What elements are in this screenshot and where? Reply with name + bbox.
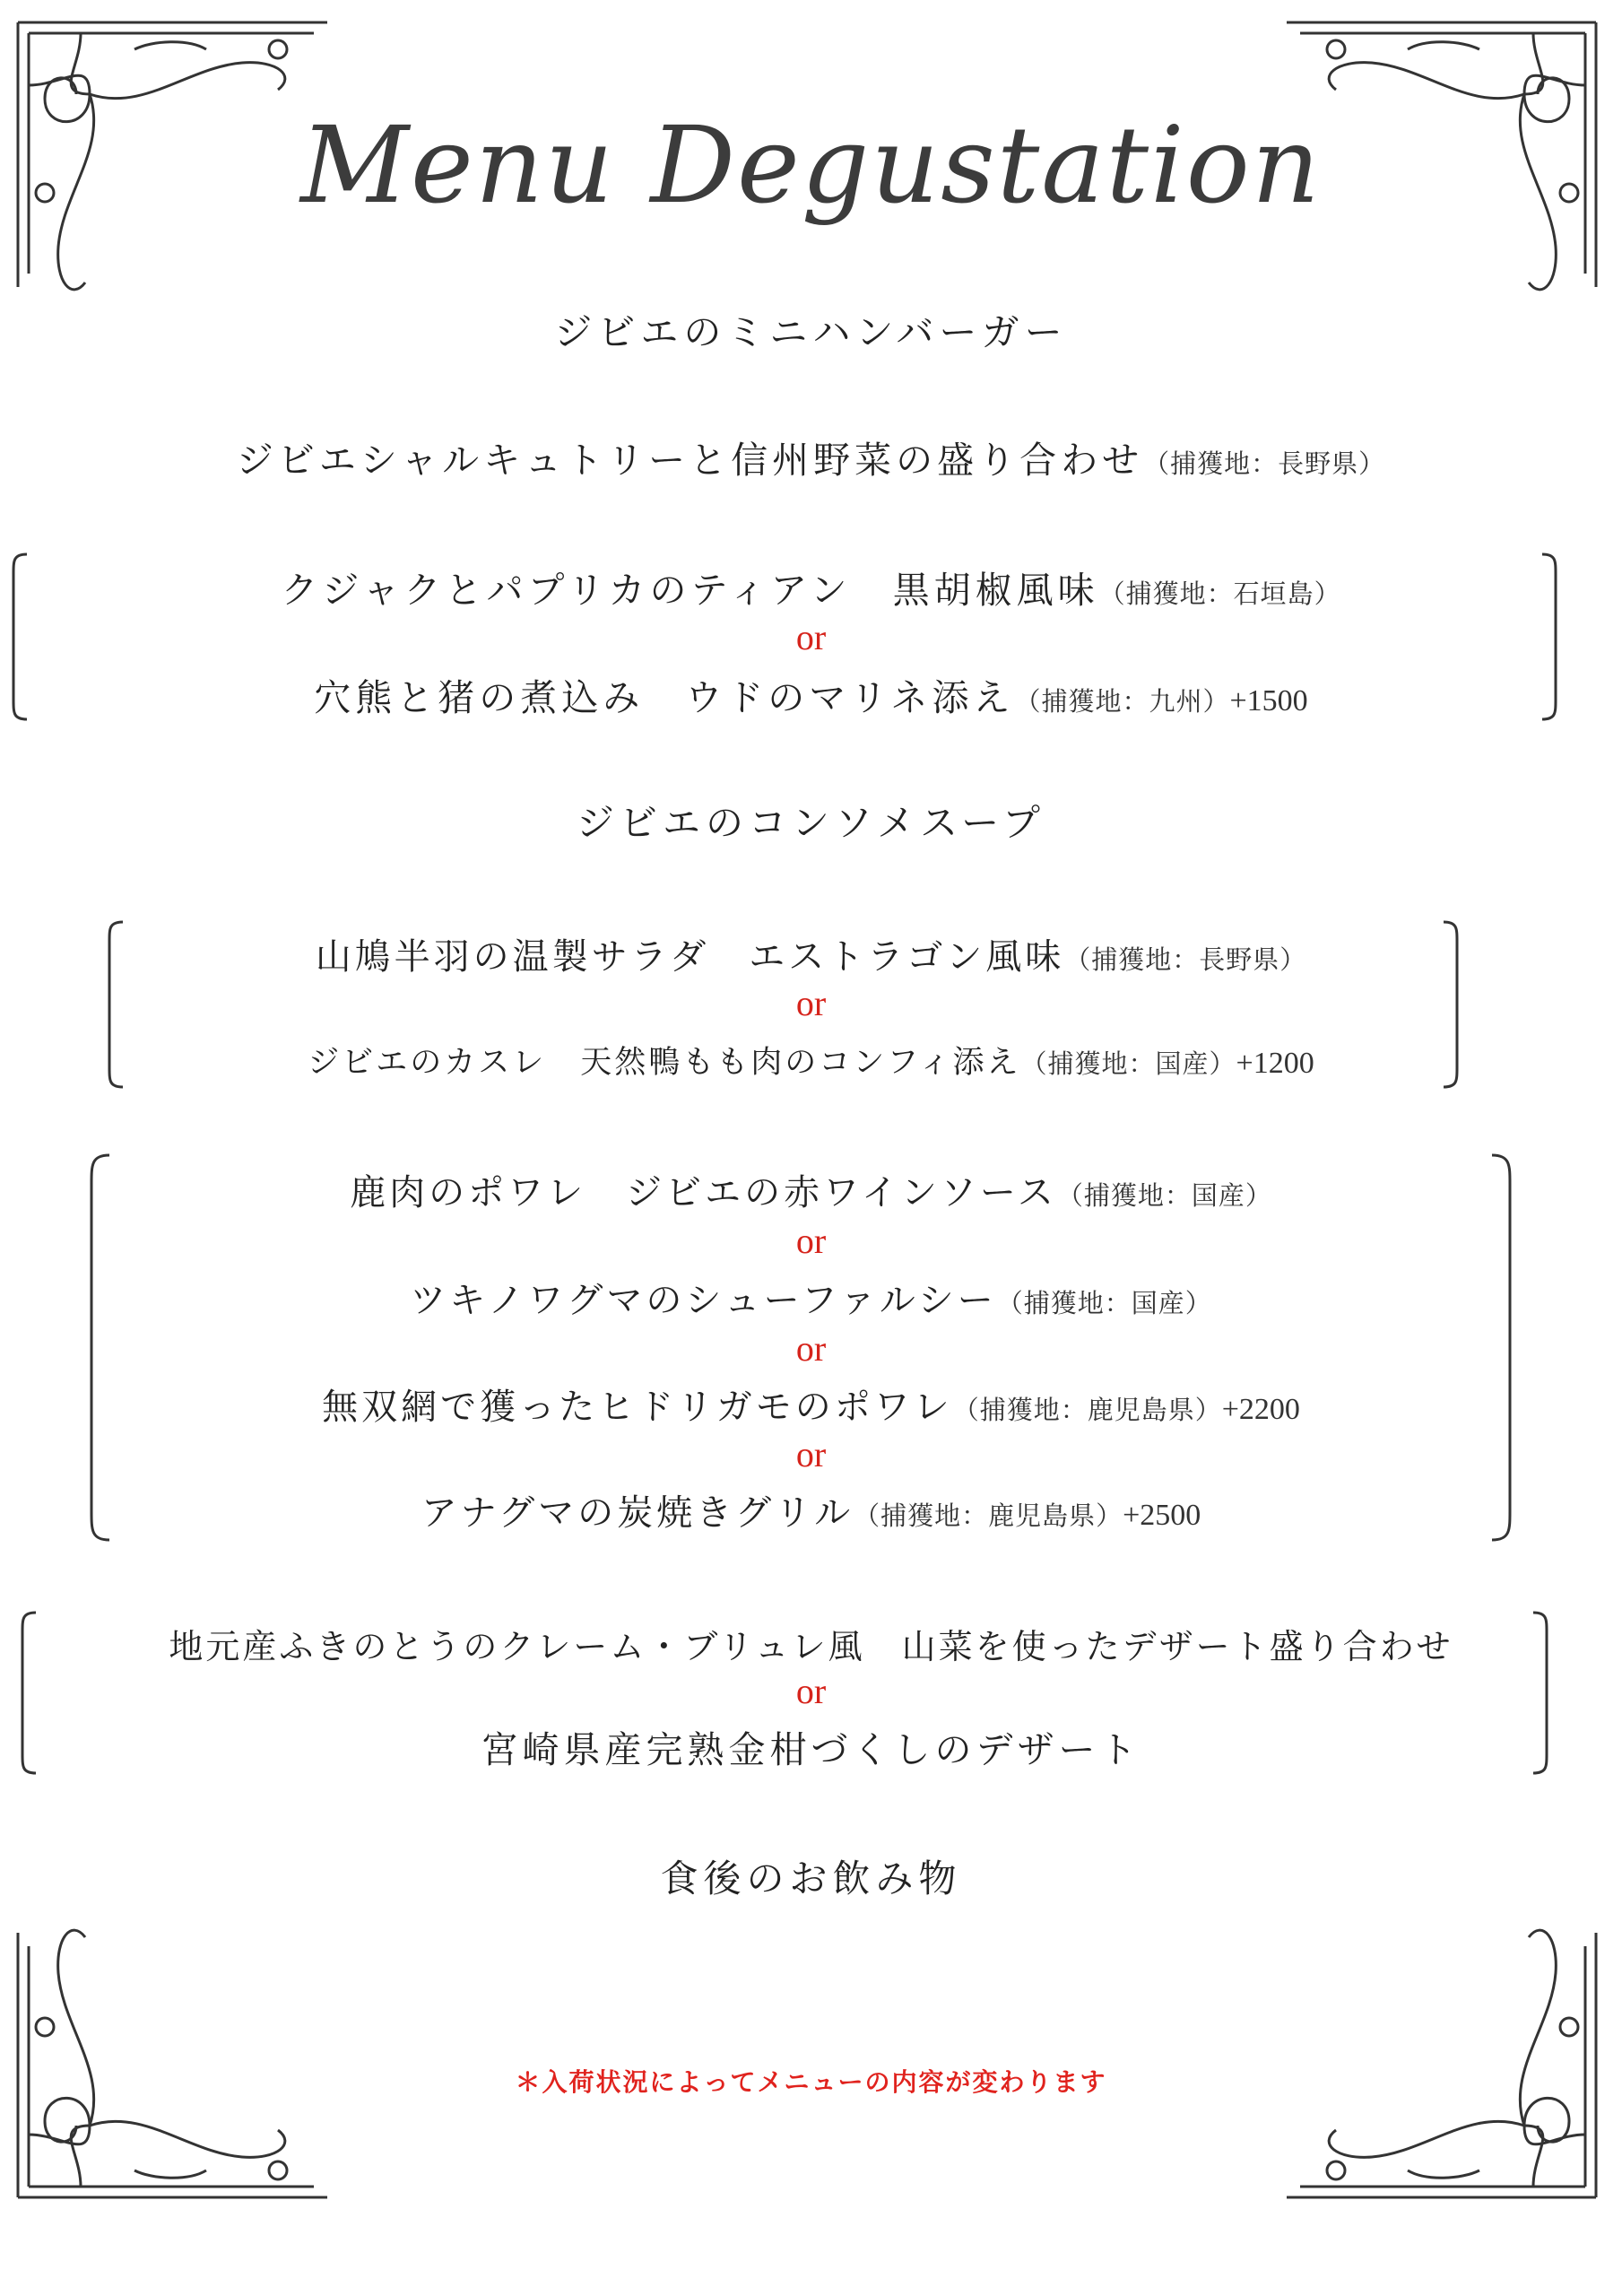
or-separator: or xyxy=(795,1328,827,1369)
origin-note: （捕獲地：九州） xyxy=(1014,686,1230,717)
origin-note: （捕獲地：長野県） xyxy=(1064,944,1307,975)
dish-name: ジビエのカスレ 天然鴨もも肉のコンフィ添え xyxy=(308,1045,1021,1081)
origin-note: （捕獲地：石垣島） xyxy=(1098,578,1341,609)
course-dessert-kumquat: 宮崎県産完熟金柑づくしのデザート xyxy=(481,1728,1141,1771)
course-peacock xyxy=(0,561,1622,613)
course-dessert-fukinoto: 地元産ふきのとうのクレーム・ブリュレ風 山菜を使ったデザート盛り合わせ xyxy=(169,1627,1453,1666)
course-cassoulet xyxy=(0,1038,1622,1083)
course-drink: 食後のお飲み物 xyxy=(660,1857,962,1900)
course-venison xyxy=(0,1164,1622,1215)
price-surcharge: +2200 xyxy=(1221,1393,1300,1426)
dish-name: 山鳩半羽の温製サラダ エストラゴン風味 xyxy=(315,936,1065,978)
course-badger-grill xyxy=(0,1484,1622,1535)
course-badger-boar xyxy=(0,668,1622,721)
course-mini-burger: ジビエのミニハンバーガー xyxy=(554,310,1068,354)
dish-name: ツキノワグマのシューファルシー xyxy=(410,1280,997,1321)
origin-note: （捕獲地：長野県） xyxy=(1143,448,1386,479)
or-separator: or xyxy=(795,1671,827,1711)
or-separator: or xyxy=(795,1221,827,1261)
course-charcuterie xyxy=(0,430,1622,483)
course-pigeon xyxy=(0,928,1622,979)
origin-note: （捕獲地：鹿児島県） xyxy=(952,1395,1222,1425)
origin-note: （捕獲地：国産） xyxy=(1056,1180,1272,1211)
course-wigeon xyxy=(0,1378,1622,1430)
or-separator: or xyxy=(795,983,827,1023)
dish-name: 無双網で獲ったヒドリガモのポワレ xyxy=(322,1387,953,1428)
dish-name: クジャクとパプリカのティアン 黒胡椒風味 xyxy=(281,569,1099,612)
dish-name: ジビエシャルキュトリーと信州野菜の盛り合わせ xyxy=(236,439,1144,482)
price-surcharge: +1500 xyxy=(1229,684,1308,718)
dish-name: 穴熊と猪の煮込み ウドのマリネ添え xyxy=(314,676,1015,719)
origin-note: （捕獲地：国産） xyxy=(1020,1048,1236,1079)
availability-notice: ＊入荷状況によってメニューの内容が変わります xyxy=(515,2067,1107,2097)
dish-name: 鹿肉のポワレ ジビエの赤ワインソース xyxy=(350,1172,1057,1213)
or-separator: or xyxy=(795,1434,827,1474)
origin-note: （捕獲地：鹿児島県） xyxy=(854,1500,1123,1531)
or-separator: or xyxy=(795,617,827,657)
course-bear xyxy=(0,1272,1622,1323)
price-surcharge: +2500 xyxy=(1123,1499,1201,1532)
price-surcharge: +1200 xyxy=(1236,1047,1314,1080)
menu-title: Menu Degustation xyxy=(300,103,1322,227)
course-consomme: ジビエのコンソメスープ xyxy=(577,801,1045,845)
dish-name: アナグマの炭焼きグリル xyxy=(421,1492,854,1534)
origin-note: （捕獲地：国産） xyxy=(996,1288,1212,1318)
